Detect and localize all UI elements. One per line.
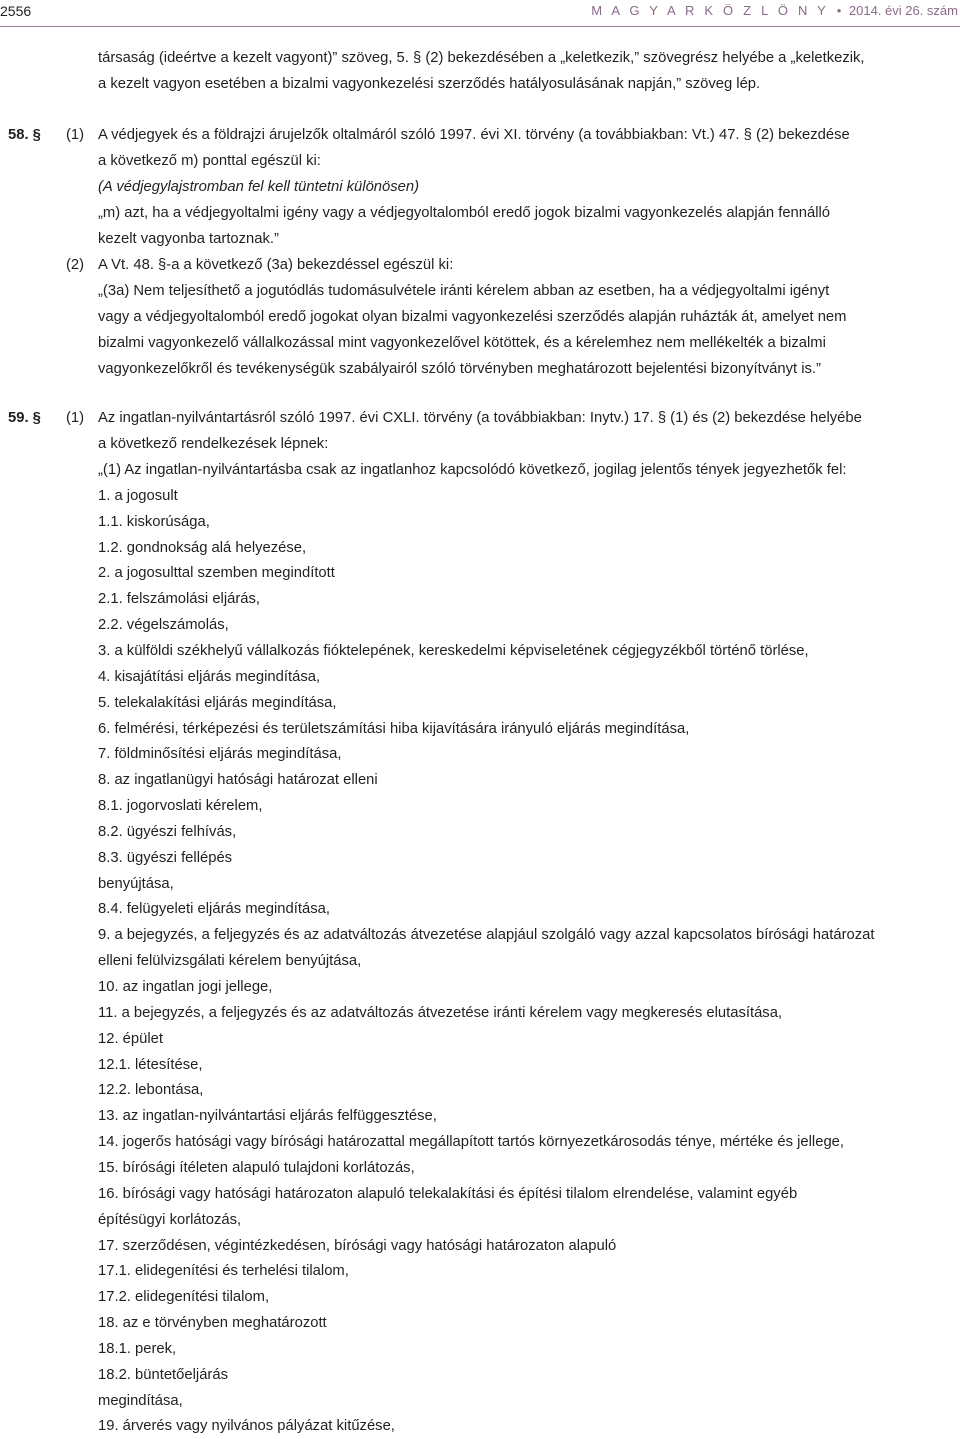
list-item: 1.1. kiskorúsága, (98, 513, 210, 530)
list-item: 4. kisajátítási eljárás megindítása, (98, 668, 321, 685)
section-58-para-1-line-1: A védjegyek és a földrajzi árujelzők oltalmáról szóló 1997. évi XI. törvény (a továbbiakban: Vt.) 47. § (2) bekezdése (98, 127, 850, 143)
list-item: 8.3. ügyészi fellépés (98, 849, 233, 866)
section-58-quote-line-1: „(3a) Nem teljesíthető a jogutódlás tudomásulvétele iránti kérelem abban az esetben, ha a védjegyoltalmi igényt (98, 283, 830, 299)
section-58-para-2-number: (2) (66, 257, 85, 273)
list-item: 1.2. gondnokság alá helyezése, (98, 539, 307, 556)
list-item: 17.2. elidegenítési tilalom, (98, 1289, 270, 1306)
section-58-para-1-number: (1) (66, 127, 85, 143)
section-59-number: 59. § (8, 410, 41, 426)
list-item: 1. a jogosult (98, 487, 178, 504)
list-item: 14. jogerős hatósági vagy bírósági határozattal megállapított tartós környezetkárosodás ténye, mértéke és jellege, (98, 1134, 845, 1151)
list-item: 2.2. végelszámolás, (98, 617, 229, 634)
list-item: 3. a külföldi székhelyű vállalkozás fióktelepének, kereskedelmi képviseletének cégjegyzékből történő törlése, (98, 642, 809, 659)
section-58-para-1-line-2: a következő m) ponttal egészül ki: (98, 153, 321, 169)
list-item: 5. telekalakítási eljárás megindítása, (98, 694, 337, 711)
list-item: 10. az ingatlan jogi jellege, (98, 979, 273, 995)
page-header (0, 0, 960, 30)
journal-title: M A G Y A R K Ö Z L Ö N Y (591, 3, 830, 18)
section-58-quote-line-4: vagyonkezelőkről és tevékenységük szabályairól szóló törvényben meghatározott bejelentési bizonyítványt is.” (98, 361, 821, 377)
list-item: benyújtása, (98, 875, 174, 892)
section-59-para-1-line-1: Az ingatlan-nyilvántartásról szóló 1997. évi CXLI. törvény (a továbbiakban: Inytv.) 17. § (1) és (2) bekezdése helyébe (98, 410, 862, 426)
list-item: 13. az ingatlan-nyilvántartási eljárás felfüggesztése, (98, 1108, 437, 1125)
section-58-quote-line-3: bizalmi vagyonkezelő vállalkozással mint vagyonkezelővel kötöttek, és a kérelemhez nem mellékelték a bizalmi (98, 335, 826, 351)
section-57-continuation-line-1: társaság (ideértve a kezelt vagyont)” szöveg, 5. § (2) bekezdésében a „keletkezik,” szövegrész helyébe a „keletkezik, (98, 50, 865, 66)
section-59-para-1-number: (1) (66, 410, 85, 426)
list-item: 12. épület (98, 1030, 163, 1047)
section-58-italic-intro: (A védjegylajstromban fel kell tüntetni különösen) (98, 179, 420, 195)
list-item: 12.2. lebontása, (98, 1082, 204, 1099)
list-item: „(1) Az ingatlan-nyilvántartásba csak az ingatlanhoz kapcsolódó következő, jogilag jelentős tények jegyezhetők fel: (98, 462, 847, 478)
list-item: 19. árverés vagy nyilvános pályázat kitűzése, (98, 1418, 395, 1435)
list-item: 8.2. ügyészi felhívás, (98, 823, 237, 840)
list-item: 2.1. felszámolási eljárás, (98, 591, 261, 608)
list-item: 6. felmérési, térképezési és területszámítási hiba kijavítására irányuló eljárás megindítása, (98, 720, 690, 737)
section-58-point-m-line-2: kezelt vagyonba tartoznak.” (98, 231, 279, 247)
list-item: 8.4. felügyeleti eljárás megindítása, (98, 901, 330, 918)
bullet-separator: • (836, 3, 842, 18)
section-59-para-1-line-2: a következő rendelkezések lépnek: (98, 436, 329, 452)
section-58-quote-line-2: vagy a védjegyoltalomból eredő jogokat olyan bizalmi vagyonkezelési szerződés alapján ruházták át, amelyet nem (98, 309, 847, 325)
issue-label: 2014. évi 26. szám (848, 3, 958, 18)
list-item: 11. a bejegyzés, a feljegyzés és az adatváltozás átvezetése iránti kérelem vagy megkeresés elutasítása, (98, 1004, 783, 1021)
list-item: építésügyi korlátozás, (98, 1211, 242, 1228)
list-item: megindítása, (98, 1392, 183, 1409)
list-item: 7. földminősítési eljárás megindítása, (98, 746, 342, 763)
list-item: 17. szerződésen, végintézkedésen, bírósági vagy hatósági határozaton alapuló (98, 1237, 617, 1254)
section-58-para-2-line-1: A Vt. 48. §-a a következő (3a) bekezdéssel egészül ki: (98, 257, 454, 273)
list-item: 17.1. elidegenítési és terhelési tilalom, (98, 1263, 349, 1280)
section-58-point-m-line-1: „m) azt, ha a védjegyoltalmi igény vagy a védjegyoltalomból eredő jogok bizalmi vagyonkezelés alapján fennálló (98, 205, 831, 221)
list-item: 12.1. létesítése, (98, 1056, 203, 1073)
list-item: 18.1. perek, (98, 1340, 177, 1357)
section-58-number: 58. § (8, 127, 41, 143)
list-item: 18. az e törvényben meghatározott (98, 1315, 327, 1332)
list-item: 8. az ingatlanügyi hatósági határozat elleni (98, 772, 378, 789)
journal-info (591, 3, 958, 18)
list-item: elleni felülvizsgálati kérelem benyújtása, (98, 953, 362, 970)
list-item: 8.1. jogorvoslati kérelem, (98, 798, 263, 815)
list-item: 18.2. büntetőeljárás (98, 1366, 228, 1383)
page-number: 2556 (0, 3, 32, 19)
header-divider (0, 26, 960, 27)
list-item: 15. bírósági ítéleten alapuló tulajdoni korlátozás, (98, 1159, 415, 1176)
list-item: 16. bírósági vagy hatósági határozaton alapuló telekalakítási és építési tilalom elrendelése, valamint egyéb (98, 1185, 798, 1202)
list-item: 9. a bejegyzés, a feljegyzés és az adatváltozás átvezetése alapjául szolgáló vagy azzal kapcsolatos bírósági határozat (98, 927, 875, 944)
section-57-continuation-line-2: a kezelt vagyon esetében a bizalmi vagyonkezelési szerződés hatályosulásának napján,” szöveg lép. (98, 76, 761, 92)
list-item: 2. a jogosulttal szemben megindított (98, 565, 335, 582)
